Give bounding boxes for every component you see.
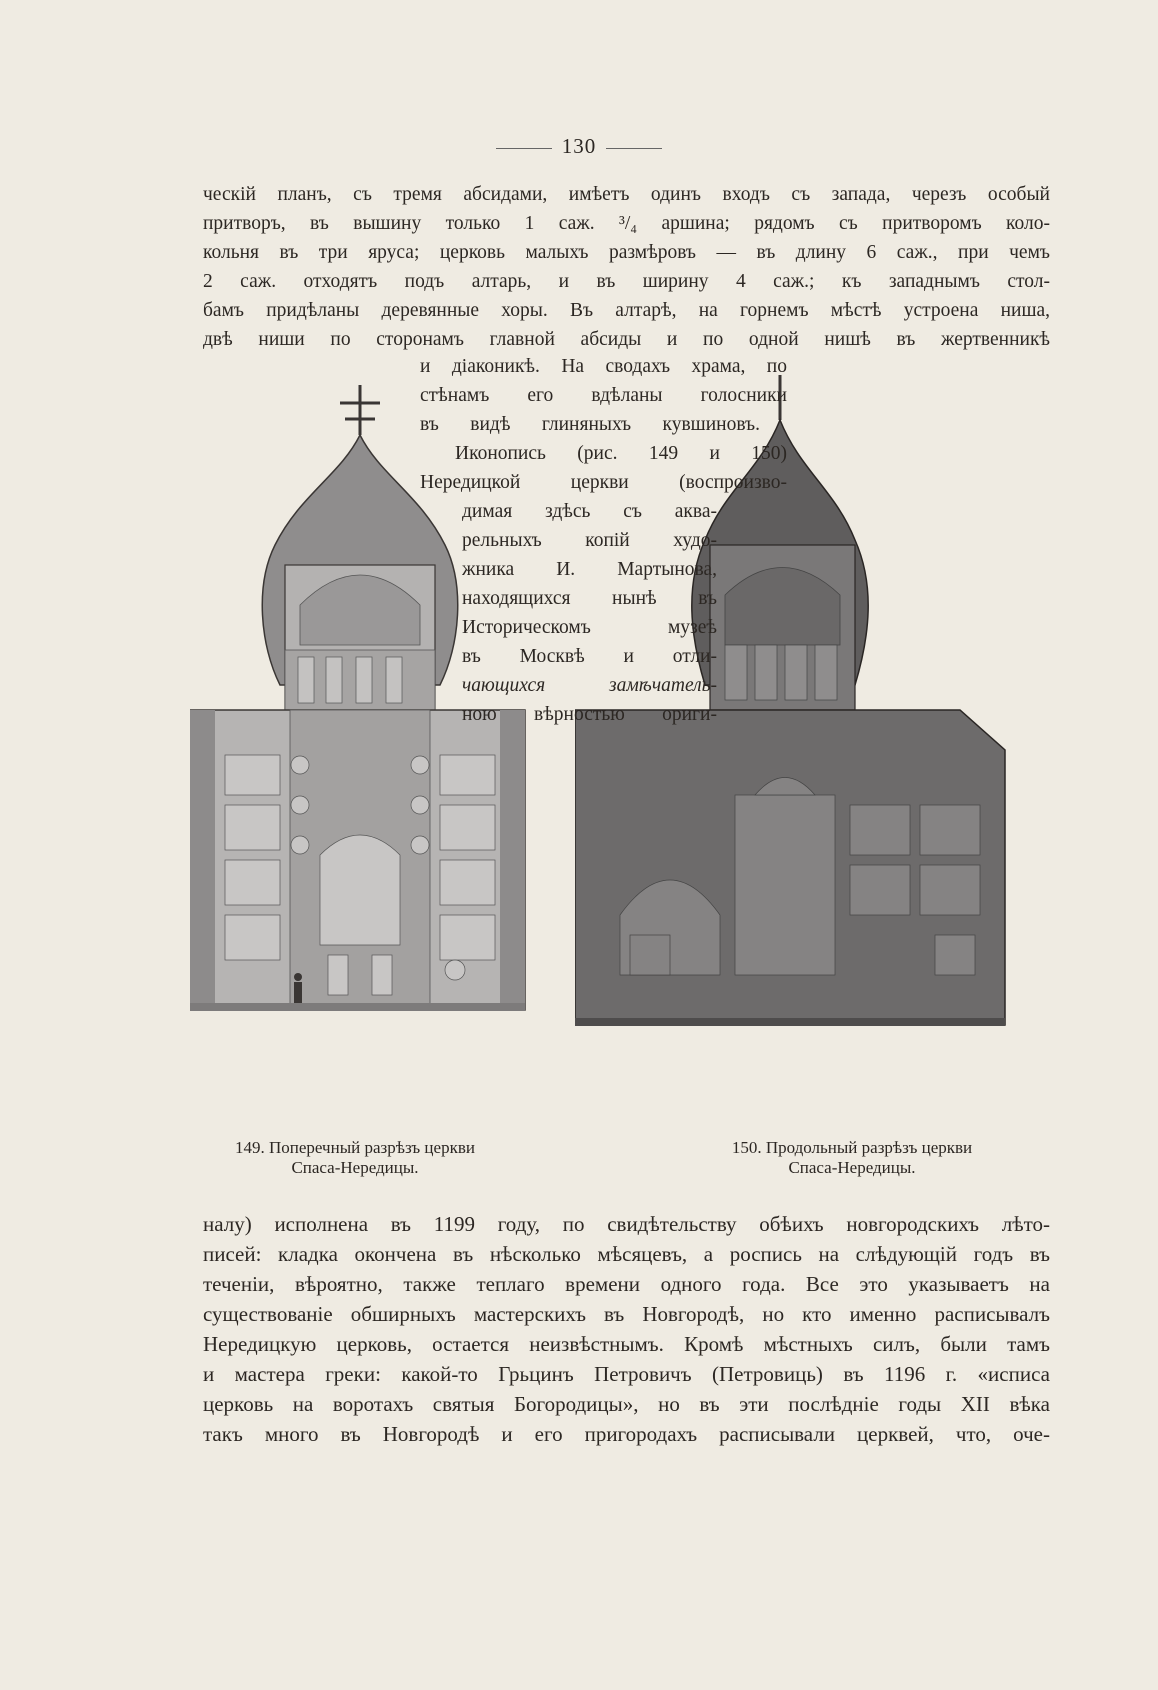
text-line: теченіи, вѣроятно, также теплаго времени одного года. Все это указываетъ на — [203, 1272, 1050, 1296]
text-line: чающихся замѣчатель- — [462, 675, 717, 696]
figure-150-caption — [692, 1138, 1012, 1178]
text-line: ною вѣрностью ориги- — [462, 704, 717, 725]
text-line: ческій планъ, съ тремя абсидами, имѣетъ одинъ входъ съ запада, черезъ особый — [203, 184, 1050, 205]
text-line: налу) исполнена въ 1199 году, по свидѣтельству обѣихъ новгородскихъ лѣто- — [203, 1212, 1050, 1236]
text-line: такъ много въ Новгородѣ и его пригородахъ расписывали церквей, что, оче- — [203, 1422, 1050, 1446]
text-line: церковь на воротахъ святыя Богородицы», но въ эти послѣдніе годы XII вѣка — [203, 1392, 1050, 1416]
cross-icon — [340, 385, 380, 435]
page-number-header — [0, 134, 1158, 159]
text-line: и мастера греки: какой-то Грьцинъ Петровичъ (Петровиць) въ 1196 г. «исписа — [203, 1362, 1050, 1386]
text-line: въ Москвѣ и отли- — [462, 646, 717, 667]
caption-line: Спаса-Нередицы. — [788, 1158, 916, 1177]
text-line: въ видѣ глиняныхъ кувшиновъ. — [420, 414, 760, 435]
text-line: Историческомъ музеѣ — [462, 617, 717, 638]
text-line: существованіе обширныхъ мастерскихъ въ Новгородѣ, но кто именно расписывалъ — [203, 1302, 1050, 1326]
human-figure-icon — [294, 973, 302, 1008]
text-line: стѣнамъ его вдѣланы голосники — [420, 385, 787, 406]
text-line: притворъ, въ вышину только 1 саж. ³/₄ аршина; рядомъ съ притворомъ коло- — [203, 213, 1050, 234]
text-line: писей: кладка окончена въ нѣсколько мѣсяцевъ, а роспись на слѣдующій годъ въ — [203, 1242, 1050, 1266]
figure-149-caption — [200, 1138, 510, 1178]
caption-line: 150. Продольный разрѣзъ церкви — [731, 1138, 973, 1157]
header-rule-right — [606, 148, 662, 149]
header-rule-left — [496, 148, 552, 149]
caption-line: Спаса-Нередицы. — [291, 1158, 419, 1177]
text-line: кольня въ три яруса; церковь малыхъ размѣровъ — въ длину 6 саж., при чемъ — [203, 242, 1050, 263]
page-number: 130 — [561, 134, 597, 158]
text-line: рельныхъ копій худо- — [462, 530, 717, 551]
text-line: Нередицкую церковь, остается неизвѣстнымъ. Кромѣ мѣстныхъ силъ, были тамъ — [203, 1332, 1050, 1356]
text-line: Иконопись (рис. 149 и 150) — [455, 443, 787, 464]
text-line: димая здѣсь съ аква- — [462, 501, 717, 522]
caption-line: 149. Поперечный разрѣзъ церкви — [235, 1138, 475, 1157]
text-line: бамъ придѣланы деревянные хоры. Въ алтарѣ, на горнемъ мѣстѣ устроена ниша, — [203, 300, 1050, 321]
text-line: Нередицкой церкви (воспроизво- — [420, 472, 787, 493]
text-line: 2 саж. отходятъ подъ алтарь, и въ ширину 4 саж.; къ западнымъ стол- — [203, 271, 1050, 292]
text-line: двѣ ниши по сторонамъ главной абсиды и по одной нишѣ въ жертвенникѣ — [203, 329, 1050, 350]
text-line: находящихся нынѣ въ — [462, 588, 717, 609]
text-line: и діаконикѣ. На сводахъ храма, по — [420, 356, 787, 377]
text-line: жника И. Мартынова, — [462, 559, 717, 580]
